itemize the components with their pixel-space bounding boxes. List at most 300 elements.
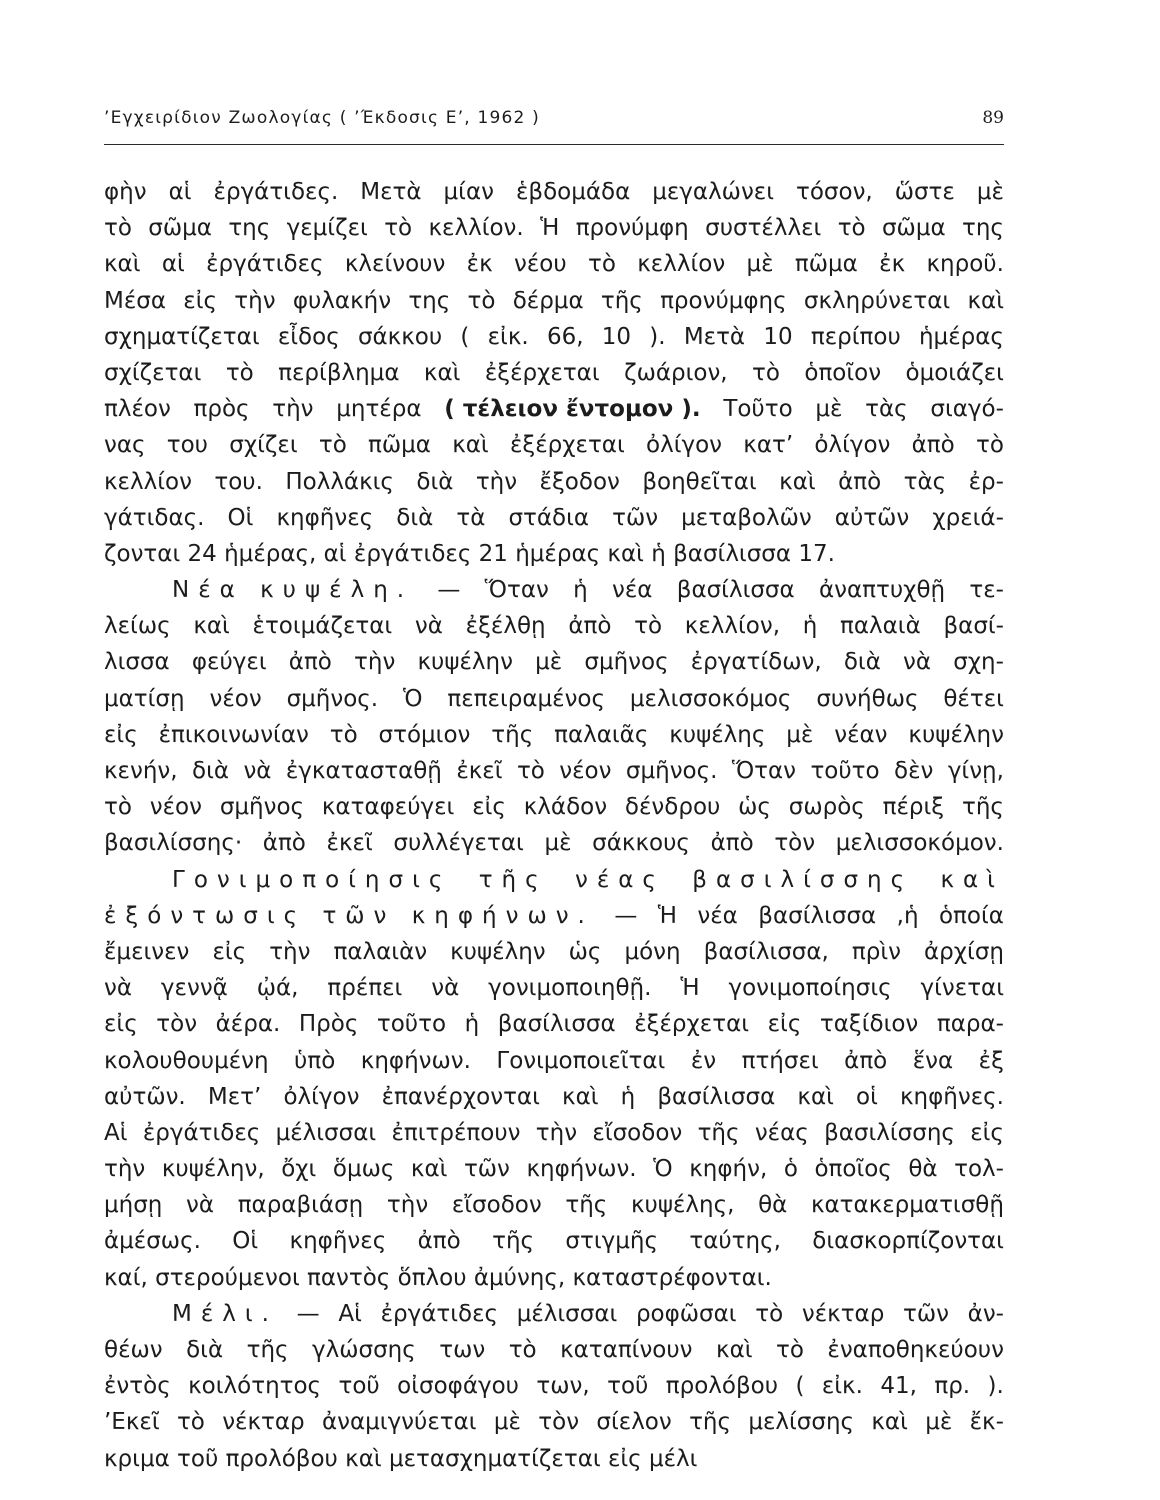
word: εἰς	[212, 938, 247, 965]
word: Μετὰ	[360, 179, 422, 205]
word: εἰς	[104, 721, 138, 748]
word: ἀν-	[967, 1300, 1004, 1327]
word: κολουθουμένη	[104, 1047, 269, 1074]
word: ἕνα	[912, 1047, 954, 1074]
word: εἰς	[183, 287, 217, 314]
word: τὸ	[384, 215, 413, 242]
word: τῆς	[246, 1337, 289, 1363]
word: δὲν	[894, 758, 934, 784]
word: πεπειραμένος	[447, 685, 605, 712]
word: κελλίον,	[684, 613, 781, 640]
word: Τοῦτο	[723, 396, 793, 423]
word: κηφῆνες.	[900, 1083, 1004, 1110]
word: 10	[601, 323, 632, 350]
word: πρὶν	[851, 938, 901, 965]
text-line	[104, 1187, 1004, 1223]
word: μόνη	[624, 938, 681, 965]
word: ὀλίγον	[646, 432, 723, 459]
word: κυψέλην	[417, 649, 513, 676]
word: γεμίζει	[286, 215, 368, 242]
word: πλέον	[104, 396, 171, 423]
running-header	[104, 104, 1004, 145]
word: κελλίον.	[428, 215, 524, 242]
word: ὥστε	[894, 179, 955, 205]
word: νέκταρ	[801, 1300, 885, 1327]
word: πρέπει	[327, 975, 403, 1002]
word: οἱ	[856, 1083, 878, 1110]
word: τὴν	[272, 396, 314, 423]
word: νέον	[209, 685, 262, 712]
word: διασκορπίζονται	[812, 1228, 1004, 1255]
word: ὡς	[568, 938, 602, 965]
word: γονιμοποίησις	[728, 975, 892, 1002]
line-text: κριμα τοῦ προλόβου καὶ μετασχηματίζεται εἰς μέλι	[104, 1445, 698, 1472]
word: ἐπικοινωνίαν	[158, 721, 309, 748]
word: μελίσσης	[748, 1409, 855, 1436]
word: εἴσοδον	[592, 1119, 683, 1146]
word: ἐργάτιδες	[206, 251, 324, 278]
text-line	[104, 753, 1004, 789]
word: Μέλι.	[172, 1300, 278, 1327]
word: μέλισσαι	[516, 1300, 618, 1327]
book-title: ’Εγχειρίδιον Ζωολογίας ( ’Έκδοσις Ε’, 1962 )	[104, 108, 541, 128]
word: καὶ	[871, 1409, 908, 1436]
word: περίπου	[810, 323, 901, 350]
word: ἐρ-	[968, 468, 1004, 495]
word: τὸ	[975, 432, 1004, 459]
word: εἴσοδον	[451, 1192, 542, 1219]
word: τῶν	[463, 1156, 510, 1183]
word: νέαν	[834, 721, 888, 748]
word: καὶ	[193, 613, 230, 640]
word: κλάδον	[523, 794, 608, 821]
word: ἀπὸ	[417, 1228, 461, 1255]
word: βασίλισσα	[676, 577, 795, 604]
word: κηφήνων.	[526, 1156, 637, 1183]
word: ὀλίγον	[283, 1083, 360, 1110]
word: ἡ	[573, 577, 588, 604]
text-line	[104, 1043, 1004, 1079]
word: Αἱ	[104, 1119, 128, 1146]
word: ἐκ	[466, 251, 493, 278]
text-line	[104, 862, 1004, 898]
word: καὶ	[967, 287, 1004, 314]
text-line	[104, 355, 1004, 391]
word: τὸ	[837, 215, 866, 242]
word: προλόβου	[665, 1373, 779, 1400]
text-line	[104, 210, 1004, 246]
word: ἐξέλθῃ	[465, 613, 546, 640]
word: διὰ	[843, 649, 881, 676]
word: σμῆνος	[219, 794, 305, 821]
word: βασιλίσσης	[692, 866, 914, 893]
word: Γονιμοποιεῖται	[496, 1047, 666, 1074]
text-line	[104, 500, 1004, 536]
word: ἐκεῖ	[456, 758, 503, 784]
word: κατακερματισθῇ	[810, 1192, 1004, 1219]
line-text: καί, στερούμενοι παντὸς ὅπλου ἀμύνης, καταστρέφονται.	[104, 1264, 772, 1291]
word: σχη-	[953, 649, 1004, 676]
word: τῶν	[903, 1300, 949, 1327]
word: ἀπὸ	[568, 613, 612, 640]
word: δέρμα	[512, 287, 584, 314]
word: βασί-	[943, 613, 1004, 640]
word: ἀπὸ	[288, 649, 332, 676]
word: —	[614, 902, 638, 929]
word: καὶ	[940, 866, 1004, 893]
word: κενήν,	[104, 758, 178, 784]
word: τὸ	[634, 613, 663, 640]
word: ὁ	[783, 1156, 798, 1183]
word: πέριξ	[882, 794, 945, 821]
word: καὶ	[562, 1083, 599, 1110]
word: νέον	[559, 758, 612, 784]
word: ἐν	[690, 1047, 717, 1074]
word: σάκκους	[592, 830, 690, 857]
word: ἀναμιγνύεται	[321, 1409, 477, 1436]
word: νὰ	[243, 758, 272, 784]
word: (	[460, 323, 470, 350]
word: ὑπὸ	[294, 1047, 336, 1074]
word: νέα	[697, 902, 738, 929]
word: ἡμέρας	[918, 323, 1004, 350]
text-line	[104, 934, 1004, 970]
word: κηφήνων.	[360, 1047, 471, 1074]
word: ὁποία	[938, 902, 1004, 929]
text-line	[104, 1115, 1004, 1151]
word: τὴν	[234, 287, 276, 314]
word: Οἱ	[227, 504, 254, 531]
word: σῶμα	[148, 215, 212, 242]
word: γάτιδας.	[104, 504, 205, 531]
word: θέτει	[943, 685, 1004, 712]
word: παρα-	[936, 1011, 1004, 1038]
word: ἀναπτυχθῇ	[818, 577, 946, 604]
text-line	[104, 608, 1004, 644]
text-line	[104, 246, 1004, 282]
text-line	[104, 572, 1004, 608]
word: μὲ	[746, 251, 774, 278]
word: ἔμεινεν	[104, 938, 190, 965]
word: κυψέλην	[450, 938, 546, 965]
word: Πρὸς	[298, 1011, 359, 1038]
word: ἀμέσως.	[104, 1228, 201, 1255]
word: μίαν	[443, 179, 494, 205]
word: τὸ	[104, 215, 132, 242]
word: γονιμοποιηθῇ.	[488, 975, 652, 1002]
word: τῆς	[600, 287, 643, 314]
word: σμῆνος	[584, 649, 669, 676]
word: σμῆνος.	[625, 758, 718, 784]
word: τὸ	[508, 1337, 537, 1363]
word: τὸ	[176, 1409, 205, 1436]
word: ᾠά,	[256, 975, 299, 1002]
word: βασιλίσσης·	[104, 830, 243, 857]
word: φεύγει	[191, 649, 267, 676]
word: σχίζει	[229, 432, 298, 459]
word: Πολλάκις	[285, 468, 394, 495]
word: ἡ	[464, 1011, 480, 1038]
word: βοηθεῖται	[642, 468, 757, 495]
word: —	[296, 1300, 320, 1327]
word: μὲ	[925, 1409, 953, 1436]
word: Ὅταν	[731, 758, 797, 784]
word: ἐξ	[978, 1047, 1004, 1074]
word: τὸ	[104, 794, 132, 821]
word: τῶν	[612, 504, 659, 531]
word: αὐτῶν	[834, 504, 910, 531]
word: κηροῦ.	[926, 251, 1004, 278]
text-line	[104, 970, 1004, 1006]
word: Ἡ	[657, 902, 677, 929]
word: λισσα	[104, 649, 170, 676]
word: ’Εκεῖ	[104, 1409, 160, 1436]
word: εἰκ.	[821, 1373, 863, 1400]
word: παλαιὰν	[333, 938, 428, 965]
word: ἀπὸ	[710, 830, 754, 857]
word: αἱ	[168, 179, 192, 205]
word: της	[962, 215, 1004, 242]
word: καταπίνουν	[560, 1337, 693, 1363]
word: ἡ	[802, 613, 818, 640]
word: τοῦ	[338, 1373, 380, 1400]
word: στόμιον	[378, 721, 471, 748]
word: σιαγό-	[930, 396, 1004, 423]
word: μήσῃ	[104, 1192, 163, 1219]
word: τὰς	[865, 396, 908, 423]
word: τὸ	[776, 1337, 804, 1363]
text-line	[104, 1441, 1004, 1477]
word: 66,	[546, 323, 584, 350]
word: μὲ	[493, 1409, 521, 1436]
word: 41,	[880, 1373, 917, 1400]
word: νὰ	[903, 649, 932, 676]
word: ἀπὸ	[844, 1047, 888, 1074]
body-text	[104, 174, 1004, 1477]
word: θὰ	[908, 1156, 938, 1183]
text-line	[104, 1079, 1004, 1115]
word: αὐτῶν.	[104, 1083, 186, 1110]
text-line	[104, 1006, 1004, 1042]
word: κηφῆνες	[289, 1228, 387, 1255]
word: τὸ	[588, 251, 616, 278]
word: ἐργάτιδες.	[213, 179, 339, 205]
text-line	[104, 536, 1004, 572]
word: 10	[763, 323, 793, 350]
word: ταξίδιον	[819, 1011, 919, 1038]
word: διὰ	[186, 1337, 224, 1363]
word: τὴν	[354, 649, 396, 676]
word: πῶμα	[368, 432, 431, 459]
word: (	[795, 1373, 805, 1400]
word: τὸν	[774, 830, 816, 857]
text-line	[104, 644, 1004, 680]
word: κατ’	[743, 432, 794, 459]
word: ὅμως	[332, 1156, 395, 1183]
word: γίνεται	[920, 975, 1004, 1002]
word: Νέα κυψέλη.	[172, 577, 414, 604]
word: νὰ	[431, 975, 460, 1002]
word: ἀρχίσῃ	[924, 938, 1004, 965]
word: ἔκ-	[969, 1409, 1004, 1436]
word: ζωάριον,	[624, 359, 728, 386]
word: Ἡ	[680, 975, 700, 1002]
word: τῆς	[492, 1228, 535, 1255]
word: σωρὸς	[788, 794, 865, 821]
word: ἔξοδον	[539, 468, 620, 495]
word: τὴν	[386, 1192, 429, 1219]
word: μελισσοκόμος	[629, 685, 792, 712]
word: τῆς	[697, 1119, 740, 1146]
word: θέων	[104, 1337, 163, 1363]
text-line	[104, 1332, 1004, 1368]
word: μεγαλώνει	[652, 179, 775, 205]
word: Μετὰ	[683, 323, 746, 350]
word: καταφεύγει	[321, 794, 455, 821]
word: τῆς	[478, 866, 548, 893]
word: αἱ	[161, 251, 185, 278]
word: γεννᾷ	[160, 975, 228, 1002]
word: τὰ	[456, 504, 486, 531]
word: τῆς	[689, 1409, 731, 1436]
word: ἐκ	[879, 251, 906, 278]
word: τὴν	[104, 1156, 146, 1183]
word: τοῦτο	[810, 758, 880, 784]
word: πρ.	[934, 1373, 971, 1400]
text-line	[104, 789, 1004, 825]
word: του.	[214, 468, 263, 495]
word: τῆς	[961, 794, 1004, 821]
word: σῶμα	[881, 215, 946, 242]
word: καὶ	[410, 1156, 448, 1183]
word: φυλακήν	[292, 287, 392, 314]
word: των,	[536, 1373, 590, 1400]
text-line	[104, 464, 1004, 500]
word: κοιλότητος	[188, 1373, 322, 1400]
word: ὁποῖον	[804, 359, 882, 386]
word: ἡ	[620, 1083, 636, 1110]
word: ἐγκατασταθῇ	[285, 758, 442, 784]
word: οἰσοφάγου	[397, 1373, 519, 1400]
word: ματίσῃ	[104, 685, 185, 712]
word: τὸν	[538, 1409, 580, 1436]
word: ἐπανέρχονται	[381, 1083, 540, 1110]
word: νέα	[612, 577, 653, 604]
text-line	[104, 391, 1004, 427]
word: γίνῃ,	[947, 758, 1004, 784]
word: τῆς	[565, 1192, 608, 1219]
word: καὶ	[452, 432, 489, 459]
word: των	[439, 1337, 486, 1363]
word: βασίλισσα	[758, 902, 877, 929]
word: περίβλημα	[278, 359, 400, 386]
word: παλαιᾶς	[554, 721, 649, 748]
word: τὴν	[475, 468, 518, 495]
word: ἐντὸς	[104, 1373, 171, 1400]
word: τόσον,	[796, 179, 873, 205]
word: νὰ	[186, 1192, 215, 1219]
word: εἰς	[767, 1011, 802, 1038]
word: Ὁ	[653, 1156, 673, 1183]
word: ἐπιτρέπουν	[391, 1119, 521, 1146]
line-text: ζονται 24 ἡμέρας, αἱ ἐργάτιδες 21 ἡμέρας καὶ ἡ βασίλισσα 17.	[104, 540, 835, 567]
word: θὰ	[758, 1192, 788, 1219]
word: καὶ	[104, 251, 141, 278]
word: τε-	[969, 577, 1004, 604]
word: Ἡ	[540, 215, 560, 242]
word: συστέλλει	[705, 215, 822, 242]
word: σίελον	[596, 1409, 672, 1436]
word: φὴν	[104, 179, 147, 205]
word: καὶ	[779, 468, 816, 495]
word: ἐξέρχεται	[484, 359, 600, 386]
word: μελισσοκόμον.	[835, 830, 1004, 857]
word: νέον	[149, 794, 202, 821]
word: προνύμφη	[575, 215, 689, 242]
word: Αἱ	[338, 1300, 362, 1327]
word: Γονιμοποίησις	[172, 866, 452, 893]
word: ).	[987, 1373, 1004, 1400]
word: της	[408, 287, 451, 314]
word: συλλέγεται	[393, 830, 524, 857]
word: τὸ	[318, 432, 347, 459]
word: βασίλισσα,	[703, 938, 829, 965]
word: ἐναποθηκεύουν	[827, 1337, 1004, 1363]
word: σάκκου	[357, 323, 443, 350]
text-line	[104, 1296, 1004, 1332]
word: νέας	[574, 866, 665, 893]
word: Οἱ	[232, 1228, 259, 1255]
word: κυψέλης,	[630, 1192, 735, 1219]
word: —	[437, 577, 461, 604]
word: διὰ	[416, 468, 454, 495]
word: Ὁ	[403, 685, 423, 712]
word: στιγμῆς	[565, 1228, 658, 1255]
word: της	[228, 215, 271, 242]
word: ὄχι	[281, 1156, 317, 1183]
text-line	[104, 427, 1004, 463]
word: εἰς	[104, 1011, 138, 1038]
word: κηφήν,	[689, 1156, 768, 1183]
word: ( τέλειον ἔντομον ).	[444, 396, 701, 423]
word: βασιλίσσης	[824, 1119, 955, 1146]
word: ἀπὸ	[838, 468, 882, 495]
word: ταύτης,	[689, 1228, 781, 1255]
word: κυψέλην	[908, 721, 1004, 748]
word: ἑβδομάδα	[515, 179, 631, 205]
word: εἰς	[472, 794, 506, 821]
word: τοῦ	[607, 1373, 649, 1400]
word: ἐξέρχεται	[509, 432, 625, 459]
word: ἐξέρχεται	[634, 1011, 750, 1038]
word: νέου	[514, 251, 567, 278]
word: προνύμφης	[660, 287, 787, 314]
word: διὰ	[396, 504, 434, 531]
text-line	[104, 1260, 1004, 1296]
word: ὡς	[738, 794, 771, 821]
word: κηφῆνες	[276, 504, 374, 531]
word: νὰ	[414, 613, 443, 640]
word: ἀπὸ	[262, 830, 306, 857]
word: καὶ	[797, 1083, 834, 1110]
word: σχίζεται	[104, 359, 202, 386]
word: νέκταρ	[222, 1409, 305, 1436]
word: μὲ	[535, 649, 563, 676]
word: ὁποῖος	[814, 1156, 892, 1183]
word: μὲ	[786, 721, 814, 748]
word: τὸ	[516, 758, 545, 784]
word: τῆς	[491, 721, 534, 748]
